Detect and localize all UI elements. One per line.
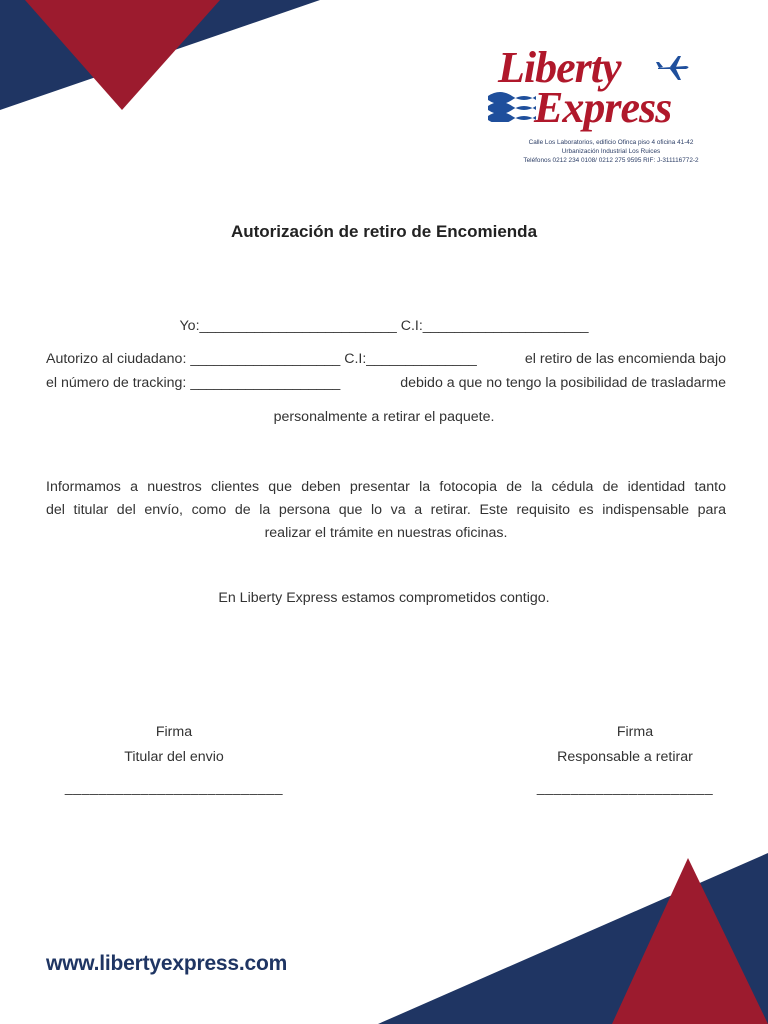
signature-line: _____________________ [536,780,714,796]
address-line-1: Calle Los Laboratorios, edificio Ofinca piso 4 oficina 41-42 [528,139,694,146]
signature-line: __________________________ [64,780,284,796]
tracking-row [46,375,726,391]
signature-role: Titular del envio [124,749,224,765]
signature-block-holder [64,724,284,796]
authorize-citizen-field: Autorizo al ciudadano: ___________________ C.I:______________ [46,351,477,367]
top-left-red-triangle [25,0,220,110]
document-title: Autorización de retiro de Encomienda [230,222,538,241]
bottom-right-red-triangle [612,858,768,1024]
authorize-citizen-row [46,351,726,367]
bottom-right-navy-triangle [378,853,768,1024]
logo-text-liberty: Liberty [498,43,621,92]
yo-ci-field: Yo:_________________________ C.I:_____________________ [179,318,589,334]
company-logo [486,44,716,134]
info-line-1: Informamos a nuestros clientes que deben presentar la fotocopia de la cédula de identidad tanto [46,479,726,495]
logo-text-express: Express [534,83,672,132]
info-paragraph [46,476,726,545]
company-address [486,138,736,165]
signature-label: Firma [155,724,193,740]
personally-text: personalmente a retirar el paquete. [273,409,495,425]
commitment-text: En Liberty Express estamos comprometidos contigo. [218,590,550,606]
plane-icon [656,54,692,82]
signature-role: Responsable a retirar [557,749,693,765]
signature-block-pickup [510,724,740,796]
address-line-2: Urbanización Industrial Los Ruices [561,148,661,155]
info-line-3: realizar el trámite en nuestras oficinas. [264,525,508,541]
top-left-navy-triangle [0,0,320,110]
address-line-3: Teléfonos 0212 234 0108/ 0212 275 9595 RIF: J-311116772-2 [523,157,699,164]
authorize-citizen-text: el retiro de las encomienda bajo [524,351,726,367]
website-link[interactable]: www.libertyexpress.com [46,952,288,975]
signature-label: Firma [616,724,654,740]
info-line-2: del titular del envío, como de la persona que lo va a retirar. Este requisito es indispensable para [46,502,726,518]
tracking-number-field: el número de tracking: ___________________ [46,375,341,391]
waves-icon [486,88,538,122]
tracking-reason-text: debido a que no tengo la posibilidad de trasladarme [400,375,726,391]
